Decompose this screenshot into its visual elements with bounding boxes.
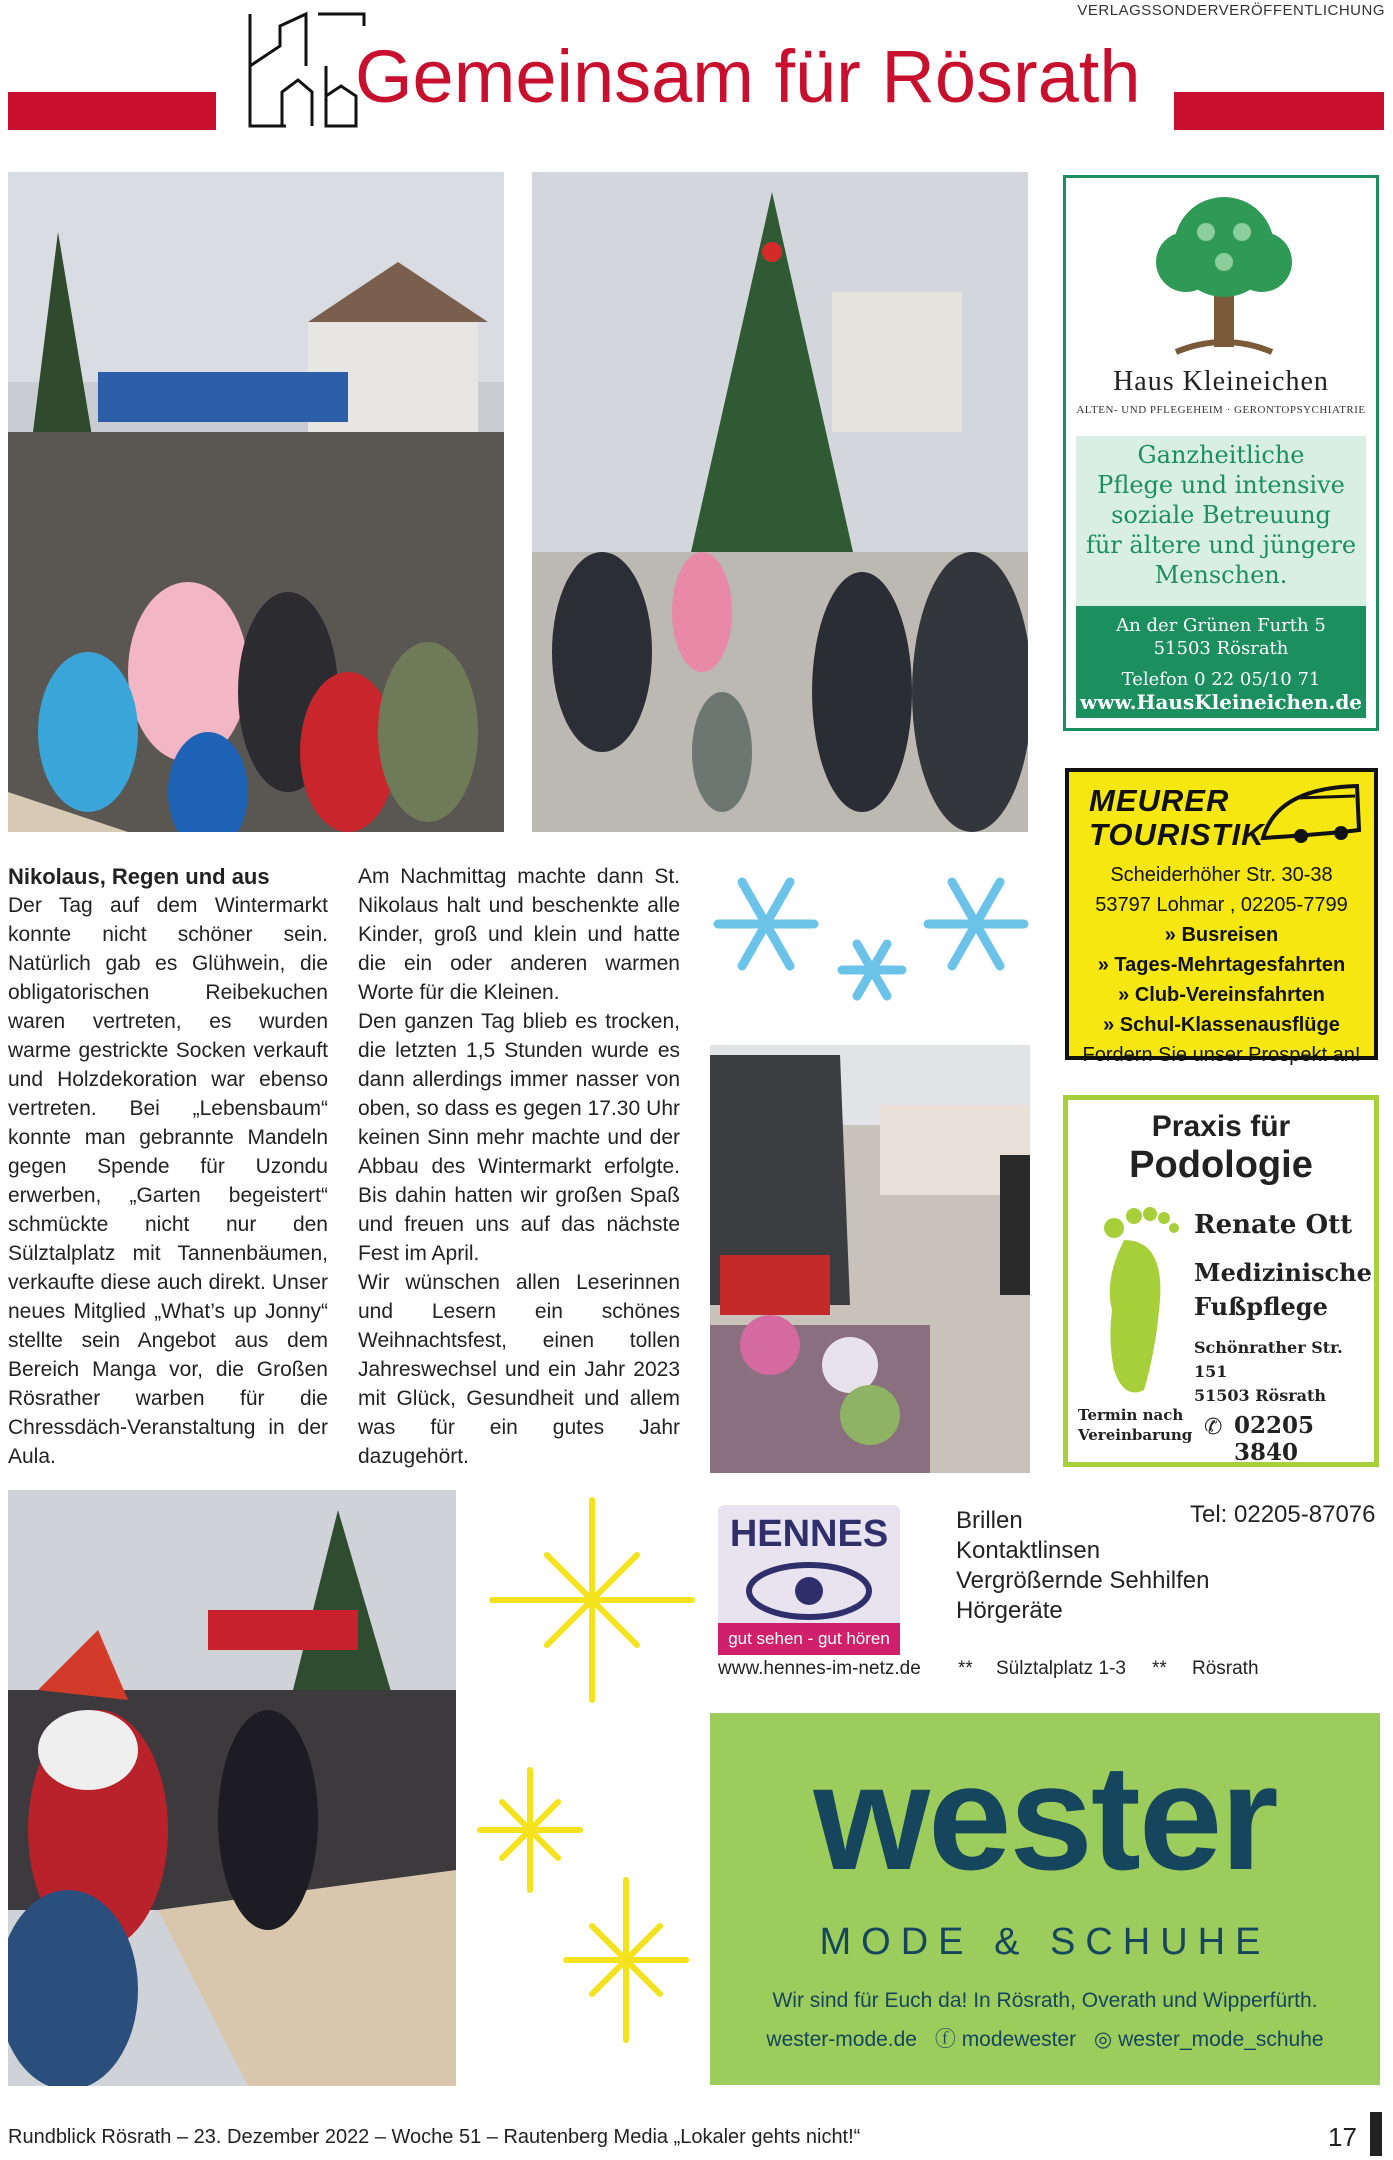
instagram-icon: ◎ bbox=[1093, 2028, 1113, 2051]
podo-service: Medizinische Fußpflege bbox=[1194, 1258, 1372, 1321]
meurer-details: Scheiderhöher Str. 30-38 53797 Lohmar , 02205-7799 » Busreisen » Tages-Mehrtagesfahrten » Club-Vereinsfahrten » Schul-Klassenausflüge Fordern Sie unser Prospekt an! bbox=[1082, 864, 1361, 1066]
article-heading: Nikolaus, Regen und aus bbox=[8, 864, 270, 889]
christmas-tree-photo bbox=[532, 172, 1028, 832]
article-text-3: Den ganzen Tag blieb es trocken, die letzten 1,5 Stunden wurde es dann allerdings immer nasser von oben, so dass es gegen 17.30 Uhr keinen Sinn mehr machte und der Abbau des Wintermarkt erfolgte. Bis dahin hatten wir großen Spaß und freuen uns auf das nächste Fest im April. bbox=[358, 1010, 680, 1265]
haus-name: Haus Kleineichen bbox=[1113, 366, 1329, 397]
hennes-website-link[interactable]: www.hennes-im-netz.de bbox=[718, 1658, 921, 1679]
hennes-separator-2: ** bbox=[1152, 1658, 1167, 1679]
podo-name: Renate Ott bbox=[1194, 1210, 1353, 1240]
ad-haus-kleineichen bbox=[1063, 175, 1379, 731]
verlag-label: VERLAGSSONDERVERÖFFENTLICHUNG bbox=[1077, 2, 1385, 19]
hennes-brand: HENNES bbox=[729, 1513, 889, 1555]
header-bar-left bbox=[8, 92, 216, 130]
nikolaus-stage-photo bbox=[8, 1490, 456, 2086]
article-text-2: Am Nachmittag machte dann St. Nikolaus halt und beschenkte alle Kinder, groß und klein und hatte die ein oder anderen warmen Worte für die Kleinen. bbox=[358, 865, 680, 1004]
hennes-address: Sülztalplatz 1-3 bbox=[996, 1658, 1126, 1679]
page-title: Gemeinsam für Rösrath bbox=[355, 35, 1141, 118]
snowflake-icon bbox=[706, 862, 1036, 1022]
hennes-tagline: gut sehen - gut hören bbox=[728, 1629, 890, 1648]
ad-meurer-touristik bbox=[1065, 768, 1378, 1066]
star-icon bbox=[474, 1490, 704, 2086]
hennes-separator: ** bbox=[958, 1658, 973, 1679]
wester-slogan: Wir sind für Euch da! In Rösrath, Overath und Wipperfürth. bbox=[772, 1989, 1318, 2012]
podo-title: Podologie bbox=[1129, 1144, 1313, 1186]
podo-address: Schönrather Str. 151 51503 Rösrath bbox=[1194, 1338, 1343, 1405]
flower-stand-photo bbox=[710, 1045, 1030, 1473]
hennes-services: Brillen Kontaktlinsen Vergrößernde Sehhilfen Hörgeräte bbox=[956, 1507, 1210, 1624]
page-marker bbox=[1370, 2112, 1382, 2156]
rosrath-logo-icon bbox=[246, 6, 372, 132]
oak-tree-icon bbox=[1156, 192, 1292, 362]
podo-appointment: Termin nach Vereinbarung bbox=[1078, 1406, 1193, 1444]
bus-icon bbox=[1257, 778, 1365, 848]
meurer-logo: MEURER TOURISTIK bbox=[1089, 783, 1265, 852]
article-column-2 bbox=[358, 862, 680, 1471]
haus-subtitle: ALTEN- UND PFLEGEHEIM · GERONTOPSYCHIATRIE bbox=[1076, 404, 1366, 416]
wester-subtitle: MODE & SCHUHE bbox=[819, 1921, 1271, 1963]
haus-address: An der Grünen Furth 5 51503 Rösrath Telefon 0 22 05/10 71 www.HausKleineichen.de bbox=[1076, 606, 1366, 718]
ad-podologie bbox=[1063, 1095, 1379, 1467]
wester-contacts bbox=[710, 2023, 1380, 2053]
wester-instagram-link[interactable]: wester_mode_schuhe bbox=[1118, 2028, 1324, 2051]
wester-facebook-link[interactable]: modewester bbox=[961, 2028, 1077, 2051]
market-crowd-photo bbox=[8, 172, 504, 832]
haus-website-link[interactable]: www.HausKleineichen.de bbox=[1079, 690, 1363, 714]
header-bar-right bbox=[1174, 92, 1384, 130]
page-number: 17 bbox=[1328, 2122, 1357, 2152]
wester-logo: wester bbox=[813, 1733, 1277, 1901]
haus-slogan: Ganzheitliche Pflege und intensive soziale Betreuung für ältere und jüngere Menschen. bbox=[1085, 441, 1357, 589]
podo-heading: Praxis für bbox=[1151, 1110, 1291, 1143]
hennes-phone: Tel: 02205-87076 bbox=[1190, 1501, 1376, 1528]
ad-wester bbox=[710, 1713, 1380, 2085]
facebook-icon: ⓕ bbox=[934, 2028, 956, 2051]
article-text-1: Der Tag auf dem Wintermarkt konnte nicht schöner sein. Natürlich gab es Glühwein, die obligatorischen Reibekuchen waren vertreten, es wurden warme gestrickte Socken verkauft und Holzdekoration war ebenso vertreten. Bei „Lebensbaum“ konnte man gebrannte Mandeln gegen Spende für Uzondu erwerben, „Garten begeistert“ schmückte nicht nur den Sülztalplatz mit Tannenbäumen, verkaufte diese auch direkt. Unser neues Mitglied „What’s up Jonny“ stellte sein Angebot aus dem Bereich Manga vor, die Großen Rösrather warben für die Chressdäch-Veranstaltung in der Aula. bbox=[8, 894, 328, 1468]
footer-text: Rundblick Rösrath – 23. Dezember 2022 – Woche 51 – Rautenberg Media „Lokaler gehts nicht!“ bbox=[8, 2126, 861, 2148]
phone-icon: ✆ bbox=[1204, 1414, 1223, 1439]
podo-phone: 02205 3840 bbox=[1234, 1412, 1315, 1466]
hennes-logo bbox=[718, 1505, 900, 1655]
hennes-city: Rösrath bbox=[1192, 1658, 1259, 1679]
article-text-4: Wir wünschen allen Leserinnen und Lesern ein schönes Weihnachtsfest, einen tollen Jahreswechsel und ein Jahr 2023 mit Glück, Gesundheit und allem was für ein gutes Jahr dazugehört. bbox=[358, 1271, 680, 1468]
article-column-1 bbox=[8, 862, 328, 1471]
foot-icon bbox=[1084, 1200, 1184, 1400]
wester-website-link[interactable]: wester-mode.de bbox=[766, 2028, 917, 2051]
